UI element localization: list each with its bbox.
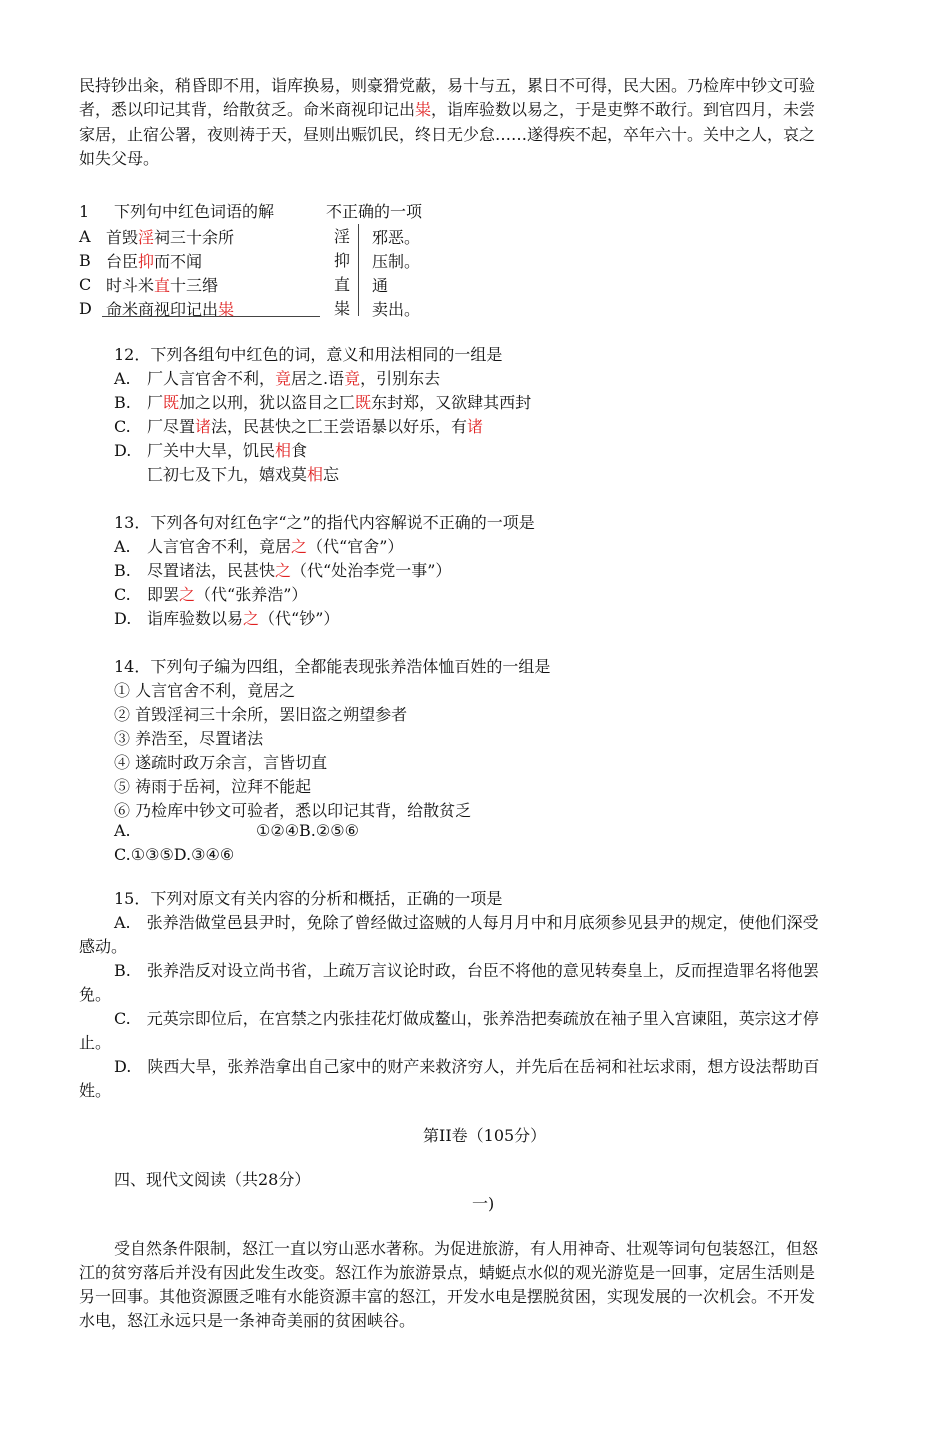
q14-answer-a-letter: A. [114, 821, 131, 840]
q12-a-text [147, 367, 440, 391]
intro-line-4: 如失父母。 [79, 149, 160, 168]
q13-a-pre: 人言官舍不利，竟居 [147, 537, 292, 556]
q14-item-5: ⑤ 祷雨于岳祠，泣拜不能起 [114, 777, 312, 796]
part-4-heading: 四、现代文阅读（共28分） [114, 1170, 311, 1189]
q15-c-line-2: 止。 [79, 1033, 112, 1052]
q11-a-word: 淫 [334, 227, 351, 246]
q15-d-line-2: 姓。 [79, 1081, 112, 1100]
q14-item-6: ⑥ 乃检库中钞文可验者，悉以印记其背，给散贫乏 [114, 801, 472, 820]
q11-option-c-text [106, 274, 218, 298]
q12-b-letter: B. [114, 393, 131, 412]
q11-stem-a: 下列句中红色词语的解 [114, 202, 275, 221]
q12-c-red2: 诸 [467, 417, 484, 436]
q12-c-red1: 诸 [195, 417, 212, 436]
q12-a-post: ，引别东去 [360, 369, 441, 388]
q13-b-letter: B. [114, 561, 131, 580]
q13-c-text [147, 583, 307, 607]
q13-b-text [147, 559, 451, 583]
q13-d-text [147, 607, 339, 631]
q11-c-word: 直 [334, 275, 351, 294]
part-4-subheading: 一) [472, 1194, 495, 1213]
q11-option-b-text [106, 250, 202, 274]
q15-c-line-1: C. 元英宗即位后，在宫禁之内张挂花灯做成鳌山，张养浩把奏疏放在袖子里入宫谏阻，英宗这才停 [114, 1009, 819, 1028]
q12-b-mid: 加之以刑，犹以盗目之⼖ [179, 393, 356, 412]
q11-d-word: 粜 [334, 299, 351, 318]
q13-c-zhi: 之 [179, 585, 196, 604]
q15-a-line-2: 感动。 [79, 937, 128, 956]
q15-d-line-1: D. 陕西大旱，张养浩拿出自己家中的财产来救济穷人，并先后在岳祠和社坛求雨，想方设法帮助百 [114, 1057, 820, 1076]
q11-option-b-letter: B [79, 251, 91, 270]
q12-b-post: 东封郑，又欲肆其西封 [371, 393, 532, 412]
q13-c-post: （代“张养浩”） [195, 585, 308, 604]
q12-d-pre: ⼚关中大旱，饥民 [147, 441, 276, 460]
q13-a-post: （代“官舍”） [307, 537, 404, 556]
q11-b-pre: 台臣 [106, 252, 139, 271]
modern-line-3: 另一回事。其他资源匮乏唯有水能资源丰富的怒江，开发水电是摆脱贫困，实现发展的一次机会。不开发 [79, 1287, 816, 1306]
intro-line-2b: ，诣库验数以易之，于是吏弊不敢行。到官四月，未尝 [431, 100, 816, 119]
section-2-title: 第II卷（105分） [423, 1126, 547, 1145]
q11-c-post: 十三缗 [170, 276, 219, 295]
q12-c-pre: ⼚尽置 [147, 417, 196, 436]
q13-c-letter: C. [114, 585, 131, 604]
q11-d-gloss: 卖出。 [372, 300, 421, 319]
q12-d2-pre: ⼖初七及下九，嬉戏莫 [147, 465, 308, 484]
q14-title: 14．下列句子编为四组，全都能表现张养浩体恤百姓的一组是 [114, 657, 551, 676]
q11-underline [102, 316, 320, 317]
q11-a-post: 祠三十余所 [154, 228, 235, 247]
q12-b-red2: 既 [355, 393, 372, 412]
q11-option-d-letter: D [79, 299, 92, 318]
q11-option-a-letter: A [79, 227, 91, 246]
q13-b-post: （代“处治李党一事”） [291, 561, 452, 580]
q12-b-text [147, 391, 531, 415]
q12-d2-post: 忘 [323, 465, 340, 484]
q13-d-letter: D. [114, 609, 132, 628]
q14-item-1: ① 人言官舍不利，竟居之 [114, 681, 296, 700]
q11-d-pre: 命米商视印记出 [106, 300, 219, 319]
q13-d-zhi: 之 [243, 609, 260, 628]
q11-b-word: 抑 [334, 251, 351, 270]
intro-line-3: 家居，止宿公署，夜则祷于天，昼则出赈饥民，终日无少怠……遂得疾不起，卒年六十。关中之人，哀之 [79, 125, 816, 144]
q13-d-pre: 诣库验数以易 [147, 609, 244, 628]
q13-b-zhi: 之 [275, 561, 292, 580]
intro-red-word: 粜 [415, 100, 432, 119]
q11-b-gloss: 压制。 [372, 252, 421, 271]
q13-a-text [147, 535, 403, 559]
q14-item-2: ② 首毁淫祠三十余所，罢旧盗之朔望参者 [114, 705, 408, 724]
modern-line-4: 水电，怒江永远只是一条神奇美丽的贫困峡谷。 [79, 1311, 416, 1330]
q14-item-4: ④ 遂疏时政万余言，言皆切直 [114, 753, 328, 772]
q12-b-red1: 既 [163, 393, 180, 412]
q12-a-mid: 居之.语 [291, 369, 345, 388]
q12-d2-text [147, 463, 339, 487]
q14-answer-ab: ①②④B.②⑤⑥ [256, 821, 359, 840]
q12-d2-red: 相 [307, 465, 324, 484]
q11-b-red: 抑 [138, 252, 155, 271]
q11-c-pre: 时斗米 [106, 276, 155, 295]
q11-c-gloss: 通 [372, 276, 389, 295]
q12-d-post: 食 [291, 441, 308, 460]
q15-title: 15．下列对原文有关内容的分析和概括，正确的一项是 [114, 889, 503, 908]
q11-stem-b: 不正确的一项 [326, 202, 423, 221]
q14-answer-cd: C.①③⑤D.③④⑥ [114, 845, 235, 864]
modern-line-2: 江的贫穷落后并没有因此发生改变。怒江作为旅游景点，蜻蜓点水似的观光游览是一回事，定居生活则是 [79, 1263, 816, 1282]
q11-option-d-text [106, 298, 234, 322]
q11-option-a-text [106, 226, 234, 250]
intro-line-2a: 者，悉以印记其背，给散贫乏。命米商视印记出 [79, 100, 416, 119]
q13-b-pre: 尽置诸法，民甚快 [147, 561, 276, 580]
q13-a-zhi: 之 [291, 537, 308, 556]
q12-c-text [147, 415, 483, 439]
q12-a-red2: 竟 [344, 369, 361, 388]
q14-item-3: ③ 养浩至，尽置诸法 [114, 729, 264, 748]
q11-column-divider [358, 224, 359, 316]
q13-a-letter: A. [114, 537, 131, 556]
q15-b-line-1: B. 张养浩反对设立尚书省，上疏万言议论时政，台臣不将他的意见转奏皇上，反而捏造罪名将他罢 [114, 961, 819, 980]
q12-c-mid: 法，民甚快之⼖王尝语暴以好乐，有 [211, 417, 468, 436]
q13-c-pre: 即罢 [147, 585, 180, 604]
q11-d-red: 粜 [218, 300, 235, 319]
q12-title: 12．下列各组句中红色的词，意义和用法相同的一组是 [114, 345, 503, 364]
q11-a-red: 淫 [138, 228, 155, 247]
q12-c-letter: C. [114, 417, 131, 436]
q12-b-pre: ⼚ [147, 393, 164, 412]
q12-d-red1: 相 [275, 441, 292, 460]
q11-option-c-letter: C [79, 275, 92, 294]
modern-line-1: 受自然条件限制，怒江一直以穷山恶水著称。为促进旅游，有人用神奇、壮观等词句包装怒江，但怒 [114, 1239, 819, 1258]
q12-a-letter: A. [114, 369, 131, 388]
q12-a-red1: 竟 [275, 369, 292, 388]
q11-number: 1 [79, 202, 90, 221]
q11-a-gloss: 邪恶。 [372, 228, 421, 247]
q11-b-post: 而不闻 [154, 252, 203, 271]
q12-d-text [147, 439, 307, 463]
q12-d-letter: D. [114, 441, 132, 460]
q13-d-post: （代“钞”） [259, 609, 340, 628]
intro-line-2 [79, 98, 815, 122]
q15-a-line-1: A. 张养浩做堂邑县尹时，免除了曾经做过盗贼的人每月月中和月底须参见县尹的规定，使他们深受 [114, 913, 819, 932]
q11-a-pre: 首毁 [106, 228, 139, 247]
q15-b-line-2: 免。 [79, 985, 112, 1004]
q13-title: 13．下列各句对红色字“之”的指代内容解说不正确的一项是 [114, 513, 535, 532]
q12-a-pre: ⼚人言官舍不利， [147, 369, 276, 388]
intro-line-1: 民持钞出籴，稍昏即不用，诣库换易，则豪猾党蔽，易十与五，累日不可得，民大困。乃检库中钞文可验 [79, 76, 816, 95]
q11-c-red: 直 [154, 276, 171, 295]
